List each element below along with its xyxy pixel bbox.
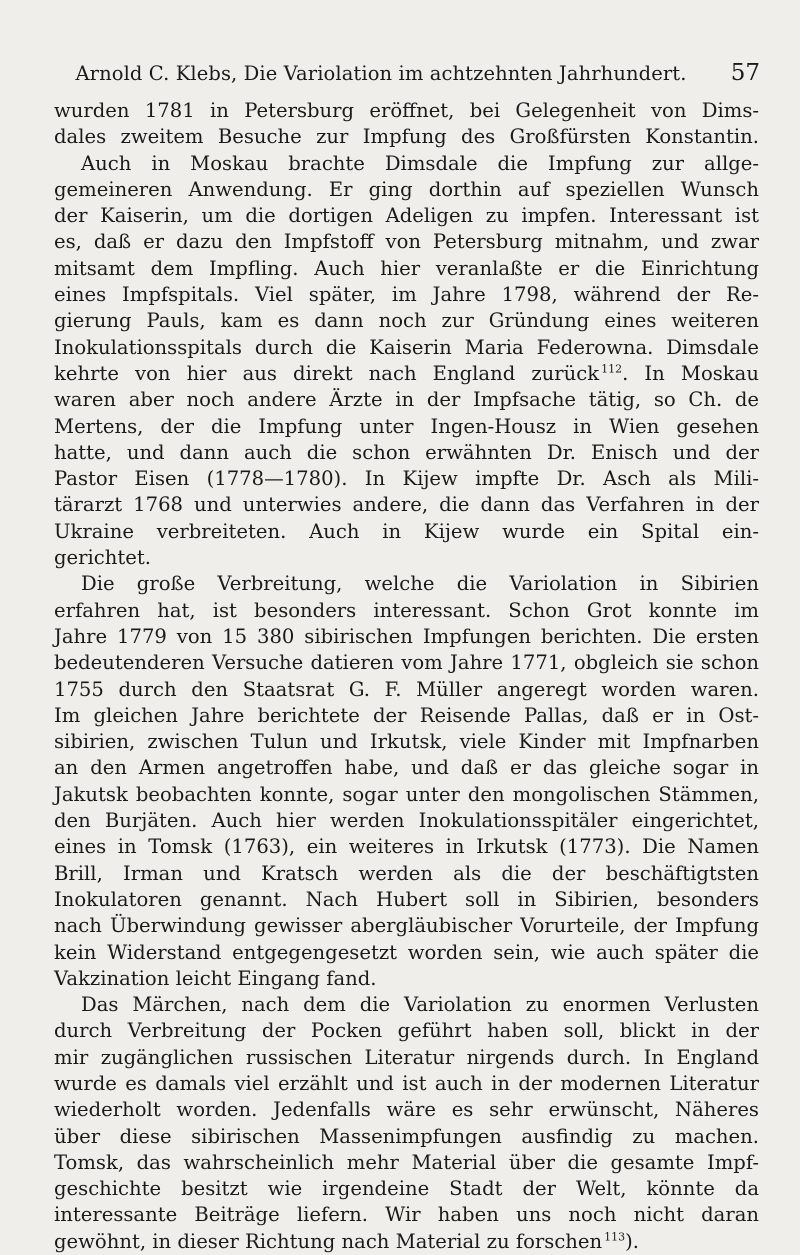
line-text: es, daß er dazu den Impfstoff von Petersburg mitnahm, und zwar	[54, 230, 759, 254]
line-text: Das Märchen, nach dem die Variolation zu enormen Verlusten	[81, 993, 759, 1017]
text-line	[54, 545, 759, 571]
line-text: Ukraine verbreiteten. Auch in Kijew wurde ein Spital ein-	[54, 519, 759, 543]
text-line	[54, 1150, 759, 1176]
line-text: mir zugänglichen russischen Literatur nirgends durch. In England	[54, 1045, 759, 1069]
text-line	[54, 440, 759, 466]
line-text-continuation: . In Moskau	[622, 361, 759, 385]
line-text: Mertens, der die Impfung unter Ingen-Housz in Wien gesehen	[54, 414, 759, 438]
text-line	[54, 887, 759, 913]
line-text: mitsamt dem Impfling. Auch hier veranlaßte er die Einrichtung	[54, 256, 759, 280]
text-line	[54, 492, 759, 518]
line-text: gemeineren Anwendung. Er ging dorthin auf speziellen Wunsch	[54, 177, 759, 201]
text-line	[54, 1018, 759, 1044]
text-line	[54, 1045, 759, 1071]
line-text: Jakutsk beobachten konnte, sogar unter den mongolischen Stämmen,	[54, 782, 759, 806]
text-line	[54, 861, 759, 887]
line-text: über diese sibirischen Massenimpfungen ausfindig zu machen.	[54, 1124, 759, 1148]
text-line	[54, 335, 759, 361]
text-line	[54, 1124, 759, 1150]
text-line	[54, 124, 759, 150]
text-line	[54, 98, 759, 124]
line-text: bedeutenderen Versuche datieren vom Jahre 1771, obgleich sie schon	[54, 651, 759, 675]
text-line	[54, 387, 759, 413]
line-text: eines in Tomsk (1763), ein weiteres in Irkutsk (1773). Die Namen	[54, 835, 759, 859]
text-line	[54, 782, 759, 808]
line-text: kehrte von hier aus direkt nach England zurück	[54, 361, 600, 385]
line-text: an den Armen angetroffen habe, und daß er das gleiche sogar in	[54, 756, 759, 780]
text-line	[54, 966, 759, 992]
line-text: durch Verbreitung der Pocken geführt haben soll, blickt in der	[54, 1019, 759, 1043]
text-line	[54, 571, 759, 597]
line-text: hatte, und dann auch die schon erwähnten Dr. Enisch und der	[54, 440, 759, 464]
text-line	[54, 466, 759, 492]
footnote-reference: 112	[601, 362, 623, 376]
text-line	[54, 913, 759, 939]
text-line	[54, 624, 759, 650]
text-line	[54, 229, 759, 255]
line-text: wiederholt worden. Jedenfalls wäre es sehr erwünscht, Näheres	[54, 1098, 759, 1122]
text-line	[54, 703, 759, 729]
line-text: Inokulationsspitals durch die Kaiserin Maria Federowna. Dimsdale	[54, 335, 759, 359]
line-text: gewöhnt, in dieser Richtung nach Material zu forschen	[54, 1229, 603, 1253]
text-line	[54, 1202, 759, 1228]
text-line	[54, 1176, 759, 1202]
line-text: gerichtet.	[54, 546, 151, 570]
text-line	[54, 308, 759, 334]
line-text: dales zweitem Besuche zur Impfung des Großfürsten Konstantin.	[54, 125, 759, 149]
body-text	[54, 98, 759, 1255]
line-text: 1755 durch den Staatsrat G. F. Müller angeregt worden waren.	[54, 677, 759, 701]
text-line	[54, 834, 759, 860]
line-text: Auch in Moskau brachte Dimsdale die Impfung zur allge-	[81, 151, 759, 175]
text-line	[54, 677, 759, 703]
line-text-continuation: ).	[625, 1229, 639, 1253]
text-line	[54, 256, 759, 282]
text-line	[54, 519, 759, 545]
text-line	[54, 650, 759, 676]
text-line	[54, 1097, 759, 1123]
line-text: tärarzt 1768 und unterwies andere, die dann das Verfahren in der	[54, 493, 759, 517]
line-text: Tomsk, das wahrscheinlich mehr Material über die gesamte Impf-	[54, 1150, 759, 1174]
line-text: Im gleichen Jahre berichtete der Reisende Pallas, daß er in Ost-	[54, 703, 759, 727]
footnote-reference: 113	[604, 1230, 626, 1244]
text-line	[54, 361, 759, 387]
line-text: sibirien, zwischen Tulun und Irkutsk, viele Kinder mit Impfnarben	[54, 730, 759, 754]
line-text: kein Widerstand entgegengesetzt worden sein, wie auch später die	[54, 940, 759, 964]
text-line	[54, 151, 759, 177]
line-text: Vakzination leicht Eingang fand.	[54, 966, 377, 990]
text-line	[54, 282, 759, 308]
line-text: Inokulatoren genannt. Nach Hubert soll in Sibirien, besonders	[54, 887, 759, 911]
line-text: Die große Verbreitung, welche die Variolation in Sibirien	[81, 572, 759, 596]
line-text: eines Impfspitals. Viel später, im Jahre 1798, während der Re-	[54, 283, 759, 307]
line-text: Jahre 1779 von 15 380 sibirischen Impfungen berichten. Die ersten	[54, 624, 759, 648]
text-line	[54, 729, 759, 755]
text-line	[54, 414, 759, 440]
line-text: nach Überwindung gewisser abergläubischer Vorurteile, der Impfung	[54, 914, 759, 938]
line-text: erfahren hat, ist besonders interessant. Schon Grot konnte im	[54, 598, 759, 622]
line-text: den Burjäten. Auch hier werden Inokulationsspitäler eingerichtet,	[54, 809, 759, 833]
text-line	[54, 203, 759, 229]
text-line	[54, 992, 759, 1018]
line-text: der Kaiserin, um die dortigen Adeligen zu impfen. Interessant ist	[54, 204, 759, 228]
running-header-title: Arnold C. Klebs, Die Variolation im achtzehnten Jahrhundert.	[75, 62, 687, 85]
text-line	[54, 808, 759, 834]
line-text: gierung Pauls, kam es dann noch zur Gründung eines weiteren	[54, 309, 759, 333]
page-number: 57	[730, 60, 760, 86]
text-line	[54, 755, 759, 781]
line-text: wurden 1781 in Petersburg eröffnet, bei Gelegenheit von Dims-	[54, 99, 759, 122]
text-line	[54, 598, 759, 624]
line-text: waren aber noch andere Ärzte in der Impfsache tätig, so Ch. de	[54, 388, 759, 412]
text-line	[54, 1071, 759, 1097]
line-text: geschichte besitzt wie irgendeine Stadt der Welt, könnte da	[54, 1177, 759, 1201]
text-line	[54, 940, 759, 966]
line-text: wurde es damals viel erzählt und ist auch in der modernen Literatur	[54, 1071, 759, 1095]
text-line	[54, 177, 759, 203]
line-text: Pastor Eisen (1778—1780). In Kijew impfte Dr. Asch als Mili-	[54, 467, 759, 491]
running-header	[54, 60, 760, 86]
line-text: Brill, Irman und Kratsch werden als die der beschäftigtsten	[54, 861, 759, 885]
line-text: interessante Beiträge liefern. Wir haben uns noch nicht daran	[54, 1203, 759, 1227]
